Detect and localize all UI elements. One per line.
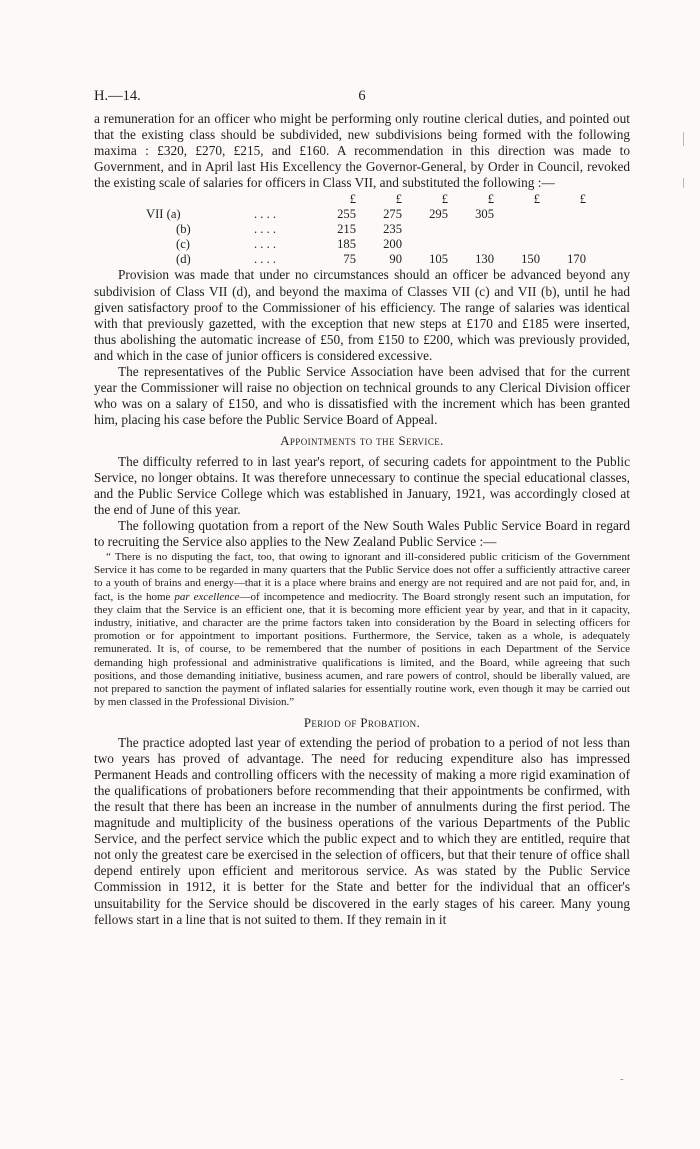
quotation-italic-phrase: par excellence bbox=[174, 590, 240, 603]
paragraph-probation: The practice adopted last year of extending the period of probation to a period of not less than two years has proved of advantage. The need for reducing expenditure also has impressed Permanent Heads and controlling officers with the necessity of making a more rigid examination of the qualifications of probationers before recommending that their appointments be confirmed, with the result that there has been an increase in the number of annulments during the first period. The magnitude and multiplicity of the business operations of the various Departments of the Public Service, and the perfect service which the public expect and to which they are entitled, require that not only the greatest care be exercised in the selection of officers, but that their tenure of office shall depend entirely upon efficient and meritorous service. As was stated by the Public Service Commission in 1912, it is better for the State and better for the individual that an officer's unsuitability for the Service should be discovered in the early stages of his career. Many young fellows start in a line that is not suited to them. If they remain in it bbox=[94, 734, 630, 927]
salary-value bbox=[494, 207, 540, 222]
currency-symbol: £ bbox=[349, 192, 356, 207]
salary-value: 235 bbox=[383, 222, 402, 237]
quotation-text-part2: —of incompetence and mediocrity. The Board strongly resent such an imputation, for they claim that the Service is an efficient one, that it is becoming more efficient year by year, and that in it capacity, industry, initiative, and character are the prime factors taken into consideration by the Board in selecting officers for promotion or for appointment to important positions. Furthermore, the Service, taken as a whole, is adequately remunerated. It is, of course, to be remembered that the number of positions in each Department of the Service demanding high professional and administrative qualifications is limited, and the Board, while agreeing that such positions, and those demanding initiative, business acumen, and rare powers of control, should be liberally valued, are not prepared to sanction the payment of inflated salaries for essentially routine work, even though it may be carried out by men classed in the Professional Division.” bbox=[94, 590, 630, 709]
paragraph-quotation-intro: The following quotation from a report of the New South Wales Public Service Board in regard to recruiting the Service also applies to the New Zealand Public Service :— bbox=[94, 517, 630, 549]
salary-value: 255 bbox=[337, 207, 356, 222]
report-reference: H.—14. bbox=[94, 88, 141, 104]
page-body bbox=[94, 111, 630, 928]
salary-table-row bbox=[94, 222, 586, 237]
salary-table-row bbox=[94, 207, 586, 222]
class-label: (b) bbox=[176, 222, 191, 237]
section-heading-probation: Period of Probation. bbox=[303, 715, 421, 730]
salary-value: 170 bbox=[567, 252, 586, 267]
class-label: VII (a) bbox=[146, 207, 181, 222]
salary-value: 185 bbox=[337, 237, 356, 252]
salary-table-row bbox=[94, 237, 586, 252]
salary-value: 295 bbox=[429, 207, 448, 222]
currency-symbol: £ bbox=[441, 192, 448, 207]
salary-value: 275 bbox=[383, 207, 402, 222]
salary-value: 130 bbox=[475, 252, 494, 267]
salary-value: 200 bbox=[383, 237, 402, 252]
salary-value bbox=[448, 237, 494, 252]
section-heading-appointments: Appointments to the Service. bbox=[280, 434, 444, 449]
salary-table-currency-row bbox=[94, 192, 586, 207]
salary-value bbox=[402, 222, 448, 237]
paragraph-association: The representatives of the Public Service Association have been advised that for the current year the Commissioner will raise no objection on technical grounds to any Clerical Division officer who was on a salary of £150, and who is dissatisfied with the increment which has been granted him, placing his case before the Public Service Board of Appeal. bbox=[94, 364, 630, 428]
page-number: 6 bbox=[358, 88, 366, 104]
salary-table-row bbox=[94, 252, 586, 267]
leader-dots: . . . . bbox=[254, 252, 277, 267]
paragraph-provision: Provision was made that under no circumstances should an officer be advanced beyond any subdivision of Class VII (d), and beyond the maxima of Classes VII (c) and VII (b), until he had given satisfactory proof to the Commissioner of his efficiency. The range of salaries was identical with that previously gazetted, with the exception that new steps at £170 and £185 were inserted, thus abolishing the automatic increase of £50, from £150 to £200, which was previously provided, and which in the case of junior officers is considered excessive. bbox=[94, 267, 630, 363]
paragraph-cadets: The difficulty referred to in last year's report, of securing cadets for appointment to the Public Service, no longer obtains. It was therefore unnecessary to continue the special educational classes, and the Public Service College which was established in January, 1921, was accordingly closed at the end of June of this year. bbox=[94, 453, 630, 517]
salary-table bbox=[94, 192, 586, 267]
salary-value bbox=[494, 222, 540, 237]
leader-dots: . . . . bbox=[254, 237, 277, 252]
leader-dots: . . . . bbox=[254, 222, 277, 237]
currency-symbol: £ bbox=[395, 192, 402, 207]
currency-symbol: £ bbox=[533, 192, 540, 207]
salary-value bbox=[402, 237, 448, 252]
block-quotation bbox=[94, 551, 630, 709]
salary-value bbox=[540, 222, 586, 237]
page-edge-mark bbox=[683, 132, 684, 146]
salary-value bbox=[540, 237, 586, 252]
quotation-text-part1: “ There is no disputing the fact, too, that owing to ignorant and ill-considered public criticism of the Government Service it has come to be regarded in many quarters that the Public Service does not offer a sufficiently attractive career to a youth of brains and energy—that it is a place where brains and energy are not required and are not paid for, and, in fact, is the home bbox=[94, 551, 630, 603]
salary-value: 105 bbox=[429, 252, 448, 267]
class-label: (d) bbox=[176, 252, 191, 267]
salary-value bbox=[448, 222, 494, 237]
salary-value: 305 bbox=[475, 207, 494, 222]
salary-value bbox=[540, 207, 586, 222]
salary-value: 215 bbox=[337, 222, 356, 237]
salary-value: 75 bbox=[343, 252, 356, 267]
salary-value bbox=[494, 237, 540, 252]
paragraph-salary-scale: a remuneration for an officer who might be performing only routine clerical duties, and pointed out that the existing class should be subdivided, new subdivisions being formed with the following maxima : £320, £270, £215, and £160. A recommendation in this direction was made to Government, and in April last His Excellency the Governor-General, by Order in Council, revoked the existing scale of salaries for officers in Class VII, and substituted the following :— bbox=[94, 111, 630, 191]
salary-value: 150 bbox=[521, 252, 540, 267]
currency-symbol: £ bbox=[579, 192, 586, 207]
class-label: (c) bbox=[176, 237, 190, 252]
salary-value: 90 bbox=[389, 252, 402, 267]
page-margin-mark: - bbox=[620, 1073, 624, 1085]
quotation-text bbox=[94, 551, 630, 709]
leader-dots: . . . . bbox=[254, 207, 277, 222]
currency-symbol: £ bbox=[487, 192, 494, 207]
page-edge-mark bbox=[683, 178, 684, 188]
